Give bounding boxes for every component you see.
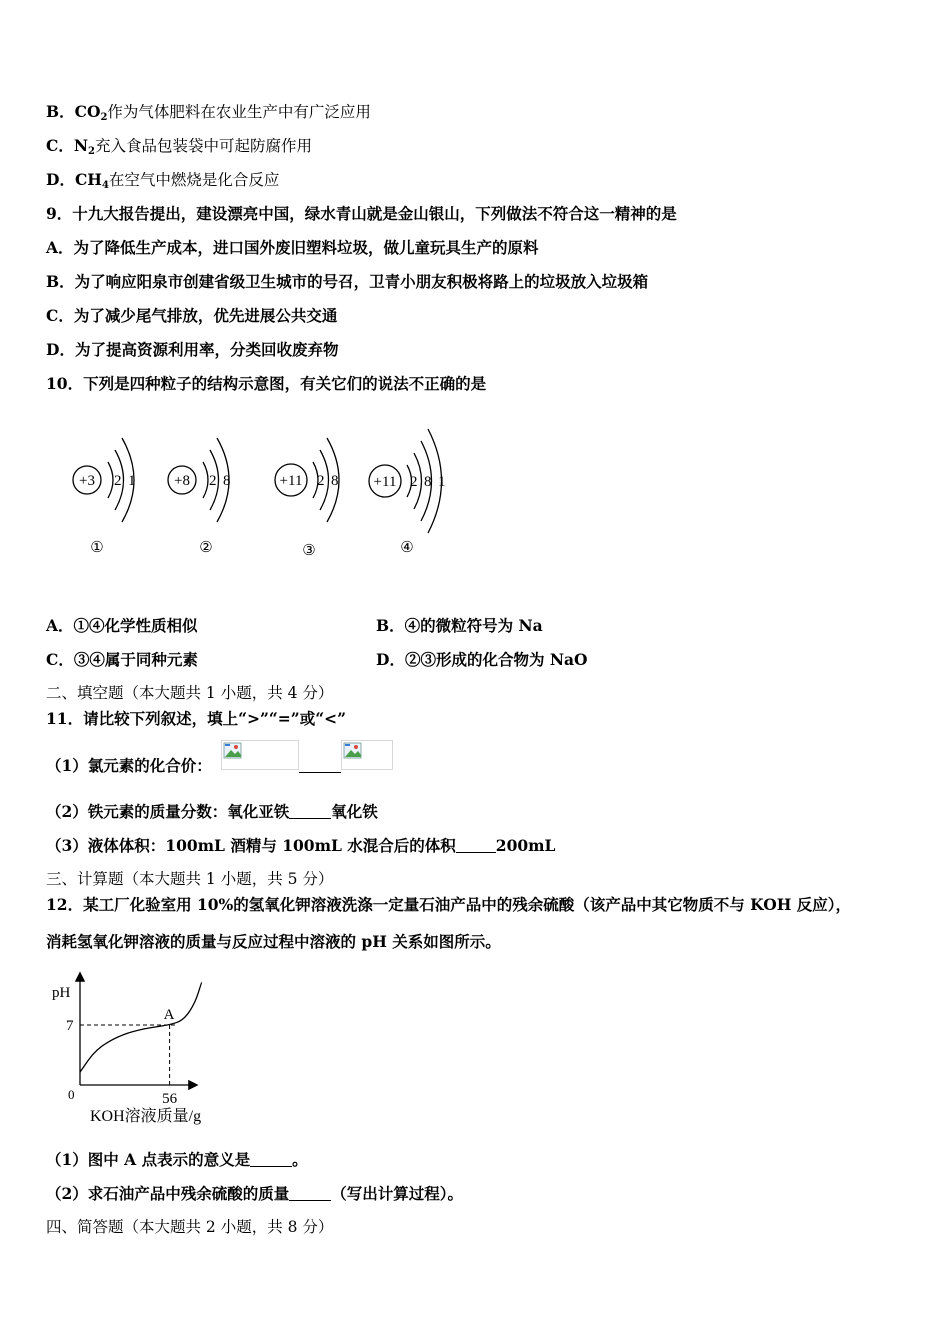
q11-part-3-blank[interactable]	[456, 838, 496, 853]
particle-1-shell-2: 1	[128, 473, 136, 489]
y-tick-7: 7	[66, 1018, 74, 1034]
q9-option-c: C．为了减少尾气排放，优先进展公共交通	[46, 306, 338, 325]
ph-curve	[80, 982, 202, 1072]
x-tick-56: 56	[162, 1091, 178, 1107]
q11-stem: 11．请比较下列叙述，填上“>”“=”或“<”	[46, 709, 347, 728]
q12-part-1: （1）图中 A 点表示的意义是 。	[46, 1150, 308, 1169]
q10-option-b: B．④的微粒符号为 Na	[376, 616, 543, 635]
section-2-heading: 二、填空题（本大题共 1 小题，共 4 分）	[46, 684, 334, 702]
q9-option-d: D．为了提高资源利用率，分类回收废弃物	[46, 340, 339, 359]
q10-option-c: C．③④属于同种元素	[46, 650, 198, 669]
q8-option-d: D．$CH_4$在空气中燃烧是化合反应	[46, 170, 280, 191]
particle-4-shell-3: 1	[438, 474, 446, 490]
q10-option-d: D．②③形成的化合物为 NaO	[376, 650, 588, 669]
section-3-heading: 三、计算题（本大题共 1 小题，共 5 分）	[46, 870, 334, 888]
x-axis-label: KOH溶液质量/g	[90, 1108, 202, 1125]
particle-1-nucleus: +3	[79, 473, 95, 489]
origin-label: 0	[68, 1087, 75, 1102]
particle-2-nucleus: +8	[174, 473, 190, 489]
q11-part-1: （1）氯元素的化合价：	[46, 756, 212, 775]
q11-part-2: （2）铁元素的质量分数：氧化亚铁 氧化铁	[46, 802, 378, 821]
particle-3-shell-1: 2	[317, 473, 325, 489]
image-placeholder-icon	[343, 742, 363, 760]
q8-option-c: C．$N_2$充入食品包装袋中可起防腐作用	[46, 136, 312, 157]
particle-1-shell-1: 2	[114, 473, 122, 489]
particle-1-label: ①	[90, 540, 104, 556]
broken-image-1	[221, 740, 299, 770]
particle-4-nucleus: +11	[373, 474, 397, 490]
y-axis-label: pH	[52, 985, 71, 1001]
section-4-heading: 四、简答题（本大题共 2 小题，共 8 分）	[46, 1218, 334, 1236]
particle-4-shell-1: 2	[410, 474, 418, 490]
q12-stem-line-1: 12．某工厂化验室用 10%的氢氧化钾溶液洗涤一定量石油产品中的残余硫酸（该产品中其它物质不与 KOH 反应），	[46, 895, 852, 914]
particle-4-label: ④	[400, 540, 414, 556]
ph-chart	[46, 970, 246, 1130]
q11-part-2-blank[interactable]	[289, 804, 331, 819]
atomic-structure-diagrams	[60, 420, 480, 570]
q9-option-a: A．为了降低生产成本，进口国外废旧塑料垃圾，做儿童玩具生产的原料	[46, 238, 539, 257]
q12-part-1-blank[interactable]	[250, 1152, 292, 1167]
q12-part-2-blank[interactable]	[289, 1186, 331, 1201]
image-placeholder-icon	[223, 742, 243, 760]
broken-image-2	[341, 740, 393, 770]
particle-3-nucleus: +11	[279, 473, 303, 489]
particle-2-label: ②	[199, 540, 213, 556]
q9-option-b: B．为了响应阳泉市创建省级卫生城市的号召，卫青小朋友积极将路上的垃圾放入垃圾箱	[46, 272, 649, 291]
particle-4-shell-2: 8	[424, 474, 432, 490]
q12-part-2: （2）求石油产品中残余硫酸的质量 （写出计算过程）。	[46, 1184, 464, 1203]
q12-stem-line-2: 消耗氢氧化钾溶液的质量与反应过程中溶液的 pH 关系如图所示。	[46, 932, 501, 951]
q10-stem: 10．下列是四种粒子的结构示意图，有关它们的说法不正确的是	[46, 374, 487, 393]
particle-2-shell-1: 2	[209, 473, 217, 489]
point-a-label: A	[163, 1007, 175, 1023]
q11-part-3: （3）液体体积：100mL 酒精与 100mL 水混合后的体积 200mL	[46, 836, 556, 855]
q10-option-a: A．①④化学性质相似	[46, 616, 198, 635]
q9-stem: 9．十九大报告提出，建设漂亮中国，绿水青山就是金山银山，下列做法不符合这一精神的是	[46, 204, 677, 223]
particle-2-shell-2: 8	[223, 473, 231, 489]
particle-3-label: ③	[302, 543, 316, 559]
q11-part-1-blank[interactable]	[299, 758, 341, 773]
q8-option-b: B．$CO_2$作为气体肥料在农业生产中有广泛应用	[46, 102, 371, 123]
particle-3-shell-2: 8	[331, 473, 339, 489]
